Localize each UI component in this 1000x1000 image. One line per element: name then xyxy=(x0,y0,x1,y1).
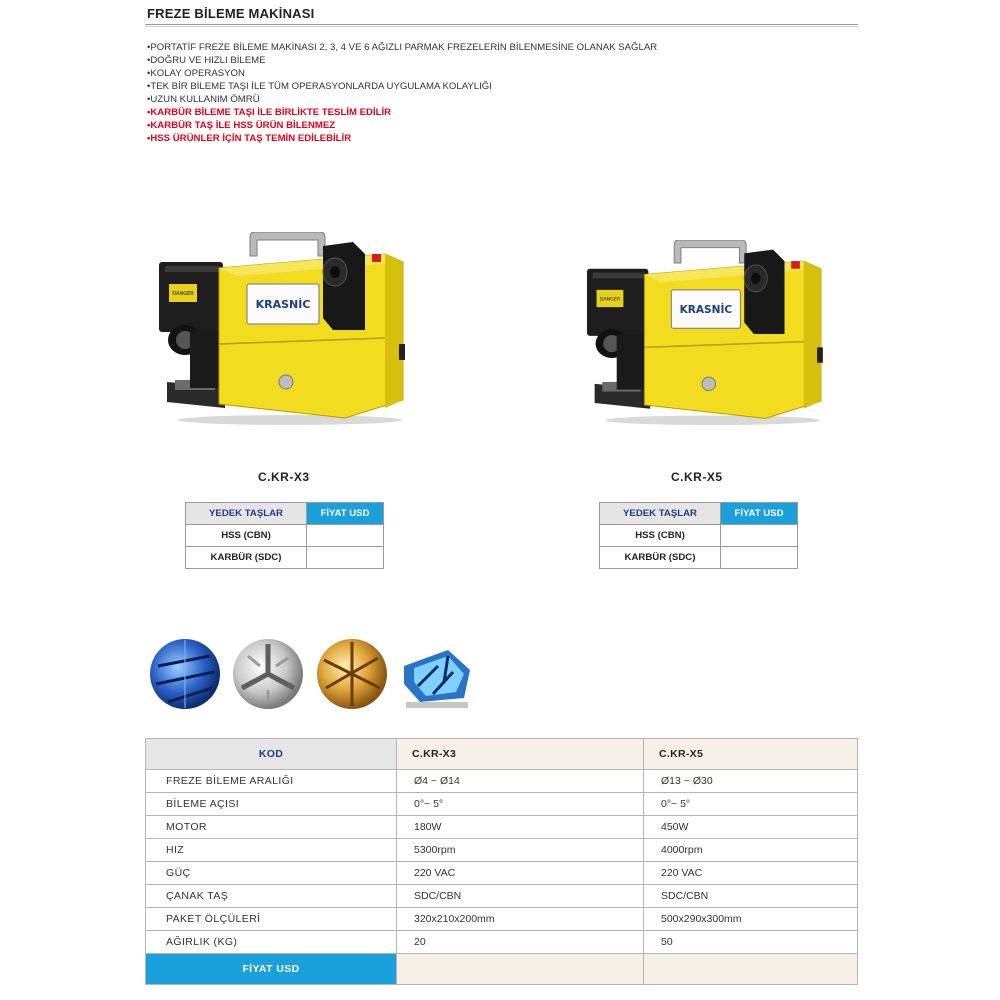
table-row xyxy=(146,770,858,793)
spec-value-b: SDC/CBN xyxy=(644,885,858,908)
feature-item: • DOĞRU VE HIZLI BİLEME xyxy=(147,54,657,67)
warning-label: DANGER xyxy=(172,291,194,297)
spare-col-part: YEDEK TAŞLAR xyxy=(600,503,721,525)
spare-row-price xyxy=(721,547,798,569)
spec-label: MOTOR xyxy=(146,816,397,839)
spare-row-price xyxy=(307,547,384,569)
spec-label: PAKET ÖLÇÜLERİ xyxy=(146,908,397,931)
table-row xyxy=(146,862,858,885)
table-row xyxy=(600,547,798,569)
spec-value-a: 0°~ 5° xyxy=(397,793,644,816)
spec-label: HIZ xyxy=(146,839,397,862)
spare-stones-table-kr-x5 xyxy=(599,502,798,569)
table-row xyxy=(146,816,858,839)
model-label-kr-x3: C.KR-X3 xyxy=(258,470,310,484)
machine-illustration xyxy=(587,240,823,425)
table-row xyxy=(146,931,858,954)
spare-row-label: KARBÜR (SDC) xyxy=(186,547,307,569)
spare-row-label: HSS (CBN) xyxy=(600,525,721,547)
end-mill-images xyxy=(148,636,474,711)
price-label: FİYAT USD xyxy=(146,954,397,985)
spec-label: GÜÇ xyxy=(146,862,397,885)
spec-header-row xyxy=(146,739,858,770)
spec-value-b: 50 xyxy=(644,931,858,954)
spare-col-price: FİYAT USD xyxy=(721,503,798,525)
spec-value-b: 0°~ 5° xyxy=(644,793,858,816)
machine-image-kr-x3 xyxy=(155,232,405,427)
spec-value-a: 220 VAC xyxy=(397,862,644,885)
spare-row-label: HSS (CBN) xyxy=(186,525,307,547)
spec-value-a: SDC/CBN xyxy=(397,885,644,908)
title-divider-shadow xyxy=(145,26,858,27)
table-row xyxy=(146,839,858,862)
table-row xyxy=(186,525,384,547)
table-row xyxy=(600,525,798,547)
spec-label: FREZE BİLEME ARALIĞI xyxy=(146,770,397,793)
spec-value-a: 20 xyxy=(397,931,644,954)
end-mill-coated-image xyxy=(404,650,470,708)
machine-illustration xyxy=(159,232,405,425)
spec-col-model-b: C.KR-X5 xyxy=(644,739,858,770)
spare-row-price xyxy=(721,525,798,547)
spare-col-part: YEDEK TAŞLAR xyxy=(186,503,307,525)
machine-image-kr-x5 xyxy=(583,240,823,427)
spec-value-b: 4000rpm xyxy=(644,839,858,862)
spec-value-a: 5300rpm xyxy=(397,839,644,862)
spare-stones-table-kr-x3 xyxy=(185,502,384,569)
spec-value-a: Ø4 ~ Ø14 xyxy=(397,770,644,793)
spec-value-a: 320x210x200mm xyxy=(397,908,644,931)
brand-logo: KRASNİC xyxy=(679,303,733,316)
spec-label: BİLEME AÇISI xyxy=(146,793,397,816)
spec-value-a: 180W xyxy=(397,816,644,839)
spec-value-b: 450W xyxy=(644,816,858,839)
spec-label: AĞIRLIK (KG) xyxy=(146,931,397,954)
feature-item-highlight: • KARBÜR BİLEME TAŞI İLE BİRLİKTE TESLİM EDİLİR xyxy=(147,106,657,119)
table-row xyxy=(186,547,384,569)
spec-label: ÇANAK TAŞ xyxy=(146,885,397,908)
price-row xyxy=(146,954,858,985)
feature-item-highlight: • HSS ÜRÜNLER İÇİN TAŞ TEMİN EDİLEBİLİR xyxy=(147,132,657,145)
spec-table xyxy=(145,738,858,985)
end-mill-gold-image xyxy=(317,639,387,709)
spare-row-price xyxy=(307,525,384,547)
price-value-a xyxy=(397,954,644,985)
feature-list xyxy=(147,41,657,145)
brand-logo: KRASNİC xyxy=(255,298,311,311)
spare-col-price: FİYAT USD xyxy=(307,503,384,525)
page-title: FREZE BİLEME MAKİNASI xyxy=(147,6,315,21)
spec-col-model-a: C.KR-X3 xyxy=(397,739,644,770)
feature-item: • KOLAY OPERASYON xyxy=(147,67,657,80)
table-row xyxy=(146,885,858,908)
spec-value-b: 500x290x300mm xyxy=(644,908,858,931)
spec-value-b: 220 VAC xyxy=(644,862,858,885)
feature-item: • PORTATİF FREZE BİLEME MAKİNASI 2, 3, 4 VE 6 AĞIZLI PARMAK FREZELERİN BİLENMESİNE OLANAK SAĞLAR xyxy=(147,41,657,54)
end-mill-blue-image xyxy=(150,639,220,709)
table-row xyxy=(146,908,858,931)
spec-col-kod: KOD xyxy=(146,739,397,770)
title-divider xyxy=(145,24,858,25)
spec-value-b: Ø13 ~ Ø30 xyxy=(644,770,858,793)
end-mill-silver-image xyxy=(233,639,303,709)
feature-item: • TEK BİR BİLEME TAŞI İLE TÜM OPERASYONLARDA UYGULAMA KOLAYLIĞI xyxy=(147,80,657,93)
table-row xyxy=(146,793,858,816)
feature-item-highlight: • KARBÜR TAŞ İLE HSS ÜRÜN BİLENMEZ xyxy=(147,119,657,132)
feature-item: • UZUN KULLANIM ÖMRÜ xyxy=(147,93,657,106)
warning-label: DANGER xyxy=(599,297,621,303)
spare-row-label: KARBÜR (SDC) xyxy=(600,547,721,569)
price-value-b xyxy=(644,954,858,985)
model-label-kr-x5: C.KR-X5 xyxy=(671,470,723,484)
